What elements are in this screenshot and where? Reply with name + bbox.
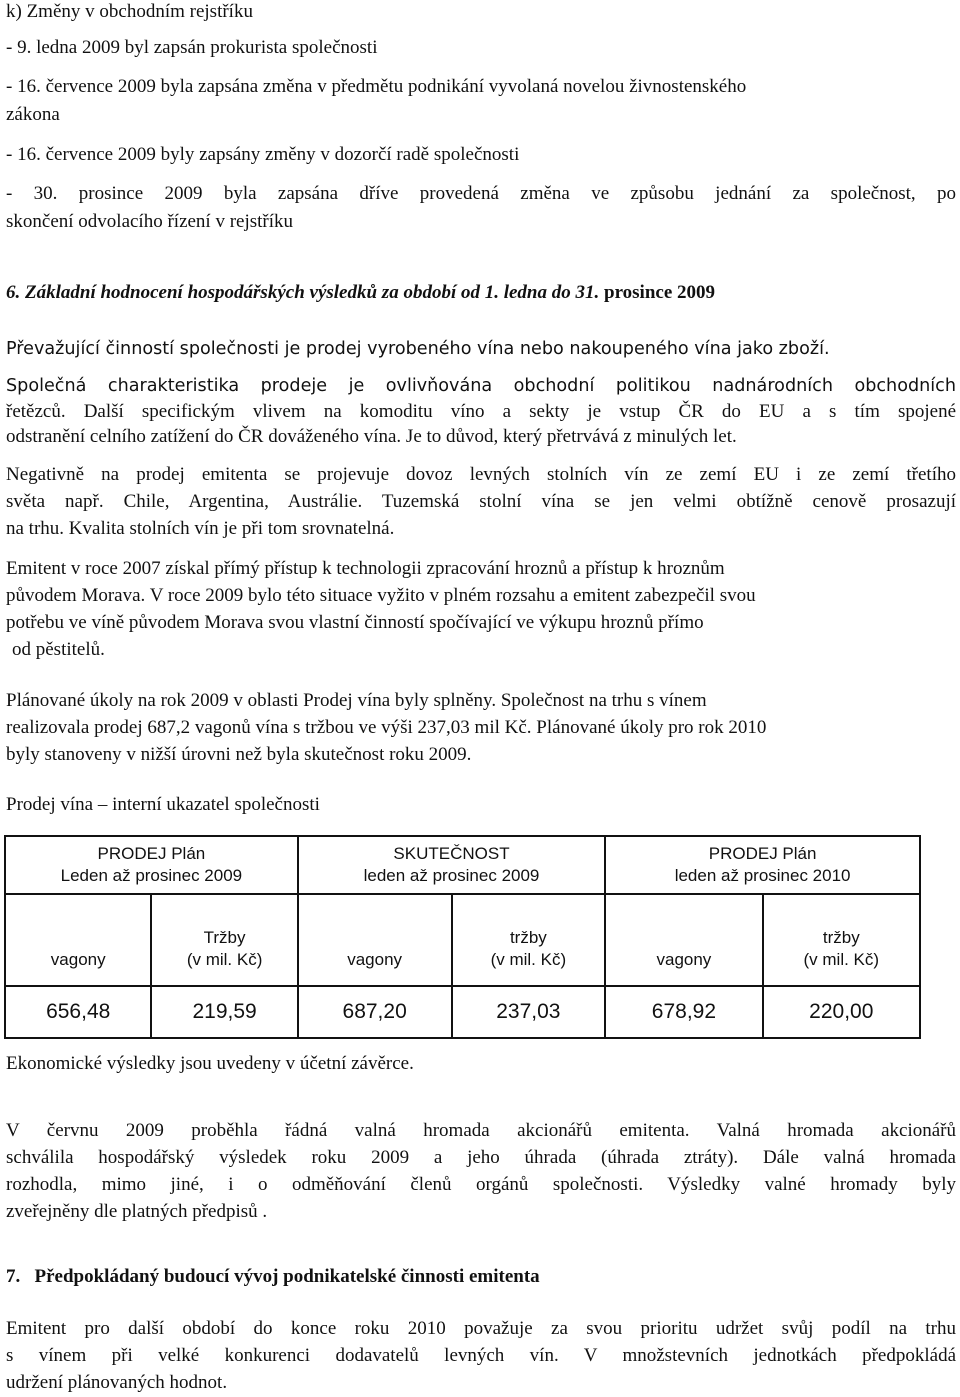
- paragraph-economic-results: Ekonomické výsledky jsou uvedeny v účetní závěrce.: [6, 1053, 414, 1074]
- table-cell: 219,59: [151, 986, 297, 1038]
- paragraph-grapes-line: potřebu ve víně původem Morava svou vlastní činností spočívající ve výkupu hroznů přímo: [6, 612, 704, 633]
- table-caption: Prodej vína – interní ukazatel společnosti: [6, 794, 320, 815]
- paragraph-grapes-line: od pěstitelů.: [12, 639, 105, 660]
- registry-change-item: skončení odvolacího řízení v rejstříku: [6, 211, 294, 232]
- table-subheader-cell: vagony: [5, 894, 151, 986]
- paragraph-imports-line: Negativně na prodej emitenta se projevuje dovoz levných stolních vín ze zemí EU i ze zemí třetího: [6, 464, 956, 485]
- table-subheader-row: [5, 894, 920, 986]
- table-group-header: PRODEJ Plán Leden až prosinec 2009: [5, 836, 298, 894]
- section-7-heading: 7. Předpokládaný budoucí vývoj podnikatelské činnosti emitenta: [6, 1266, 540, 1287]
- paragraph-general-meeting-line: V červnu 2009 proběhla řádná valná hromada akcionářů emitenta. Valná hromada akcionářů: [6, 1120, 956, 1141]
- paragraph-outlook-line: Emitent pro další období do konce roku 2010 považuje za svou prioritu udržet svůj podíl na trhu: [6, 1318, 956, 1339]
- registry-change-item: - 16. července 2009 byly zapsány změny v dozorčí radě společnosti: [6, 144, 520, 165]
- paragraph-grapes-line: Emitent v roce 2007 získal přímý přístup k technologii zpracování hroznů a přístup k hroznům: [6, 558, 725, 579]
- table-subheader-cell: vagony: [298, 894, 452, 986]
- paragraph-main-activity: Převažující činností společnosti je prodej vyrobeného vína nebo nakoupeného vína jako zboží.: [6, 339, 830, 359]
- paragraph-grapes-line: původem Morava. V roce 2009 bylo této situace vyžito v plném rozsahu a emitent zabezpečil svou: [6, 585, 756, 606]
- paragraph-imports-line: světa např. Chile, Argentina, Austrálie. Tuzemská stolní vína se jen velmi obtížně cenově prosazují: [6, 491, 956, 512]
- table-group-header: PRODEJ Plán leden až prosinec 2010: [605, 836, 920, 894]
- table-cell: 220,00: [763, 986, 920, 1038]
- table-row: [5, 986, 920, 1038]
- paragraph-imports-line: na trhu. Kvalita stolních vín je při tom srovnatelná.: [6, 518, 395, 539]
- registry-change-item: - 16. července 2009 byla zapsána změna v předmětu podnikání vyvolaná novelou živnostenského: [6, 76, 747, 97]
- paragraph-general-meeting-line: zveřejněny dle platných předpisů .: [6, 1201, 268, 1222]
- paragraph-plan-line: Plánované úkoly na rok 2009 v oblasti Prodej vína byly splněny. Společnost na trhu s vínem: [6, 690, 707, 711]
- registry-change-item: - 9. ledna 2009 byl zapsán prokurista společnosti: [6, 37, 378, 58]
- table-subheader-cell: tržby (v mil. Kč): [452, 894, 606, 986]
- section-6-heading: [6, 281, 715, 305]
- table-cell: 687,20: [298, 986, 452, 1038]
- sales-table: [4, 835, 921, 1039]
- table-subheader-cell: tržby (v mil. Kč): [763, 894, 920, 986]
- table-cell: 678,92: [605, 986, 762, 1038]
- paragraph-plan-line: realizovala prodej 687,2 vagonů vína s tržbou ve výši 237,03 mil Kč. Plánované úkoly pro rok 2010: [6, 717, 767, 738]
- table-header-row: [5, 836, 920, 894]
- section-6-heading-italic: 6. Základní hodnocení hospodářských výsledků za období od 1. ledna do 31.: [6, 282, 600, 303]
- paragraph-market-line: řetězců. Další specifickým vlivem na komoditu víno a sekty je vstup ČR do EU a s tím spojené: [6, 401, 956, 422]
- paragraph-outlook-line: udržení plánovaných hodnot.: [6, 1372, 228, 1393]
- table-subheader-cell: vagony: [605, 894, 762, 986]
- table-subheader-cell: Tržby (v mil. Kč): [151, 894, 297, 986]
- table-cell: 656,48: [5, 986, 151, 1038]
- paragraph-market-line: Společná charakteristika prodeje je ovlivňována obchodní politikou nadnárodních obchodních: [6, 376, 956, 396]
- table-group-header: SKUTEČNOST leden až prosinec 2009: [298, 836, 605, 894]
- paragraph-market-line: odstranění celního zatížení do ČR dováženého vína. Je to důvod, který přetrvává z minulých let.: [6, 426, 737, 447]
- registry-change-item: zákona: [6, 104, 60, 125]
- section-6-heading-rest: prosince 2009: [599, 282, 716, 303]
- paragraph-general-meeting-line: schválila hospodářský výsledek roku 2009 a jeho úhrada (úhrada ztráty). Dále valná hromada: [6, 1147, 956, 1168]
- registry-change-item: - 30. prosince 2009 byla zapsána dříve provedená změna ve způsobu jednání za společnost, po: [6, 183, 956, 204]
- paragraph-general-meeting-line: rozhodla, mimo jiné, i o odměňování členů orgánů společnosti. Výsledky valné hromady byly: [6, 1174, 956, 1195]
- section-k-heading: k) Změny v obchodním rejstříku: [6, 1, 253, 22]
- paragraph-plan-line: byly stanoveny v nižší úrovni než byla skutečnost roku 2009.: [6, 744, 472, 765]
- table-cell: 237,03: [452, 986, 606, 1038]
- paragraph-outlook-line: s vínem při velké konkurenci dodavatelů levných vín. V množstevních jednotkách předpokládá: [6, 1345, 956, 1366]
